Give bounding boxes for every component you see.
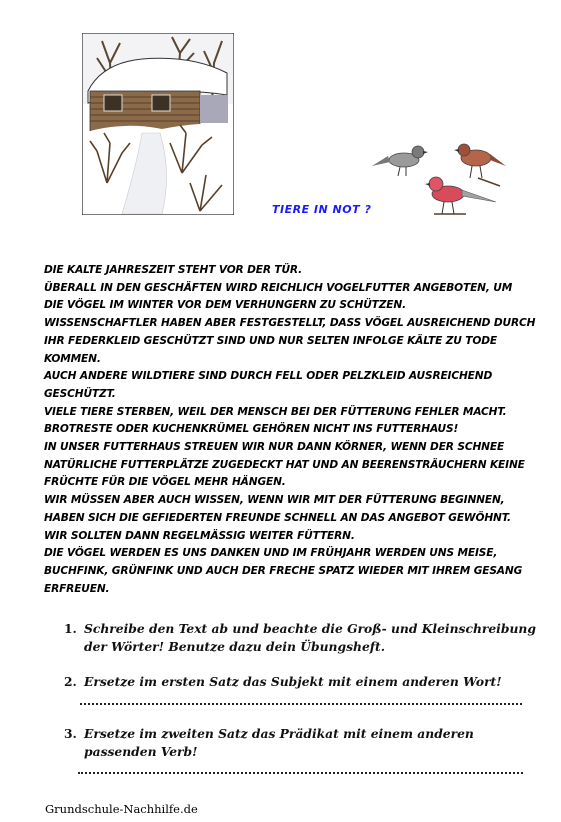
task-text: Ersetze im zweiten Satz das Prädikat mit einem anderen <box>84 726 474 741</box>
text-line: BUCHFINK, GRÜNFINK UND AUCH DER FRECHE SPATZ WIEDER MIT IHREM GESANG <box>44 564 523 577</box>
body-text <box>44 262 534 598</box>
text-line: KOMMEN. <box>44 352 101 365</box>
text-line: NATÜRLICHE FUTTERPLÄTZE ZUGEDECKT HAT UND AN BEERENSTRÄUCHERN KEINE <box>44 458 525 471</box>
task-number: 1. <box>64 621 77 636</box>
text-line: HABEN SICH DIE GEFIEDERTEN FREUNDE SCHNELL AN DAS ANGEBOT GEWÖHNT. <box>44 511 511 524</box>
task-item-3 <box>64 725 534 761</box>
birds-illustration <box>368 138 508 218</box>
red-bird-icon <box>425 177 496 214</box>
text-line: DIE KALTE JAHRESZEIT STEHT VOR DER TÜR. <box>44 264 302 276</box>
text-line: ERFREUEN. <box>44 582 110 595</box>
task-text: der Wörter! Benutze dazu dein Übungsheft. <box>84 639 386 654</box>
brown-bird-icon <box>454 144 506 186</box>
text-line: DIE VÖGEL WERDEN ES UNS DANKEN UND IM FRÜHJAHR WERDEN UNS MEISE, <box>44 547 498 560</box>
task-text: passenden Verb! <box>84 744 198 759</box>
grey-bird-icon <box>372 146 428 176</box>
task-number: 3. <box>64 726 77 741</box>
answer-line[interactable] <box>78 772 523 774</box>
footer-source: Grundschule-Nachhilfe.de <box>45 802 198 816</box>
page-title: TIERE IN NOT ? <box>272 203 372 216</box>
winter-house-illustration <box>82 33 234 215</box>
text-line: AUCH ANDERE WILDTIERE SIND DURCH FELL ODER PELZKLEID AUSREICHEND <box>44 370 493 383</box>
task-number: 2. <box>64 674 77 689</box>
task-item-2 <box>64 673 534 691</box>
text-line: WIR MÜSSEN ABER AUCH WISSEN, WENN WIR MIT DER FÜTTERUNG BEGINNEN, <box>44 494 505 507</box>
text-line: IHR FEDERKLEID GESCHÜTZT SIND UND NUR SELTEN INFOLGE KÄLTE ZU TODE <box>44 334 497 347</box>
text-line: WISSENSCHAFTLER HABEN ABER FESTGESTELLT, DASS VÖGEL AUSREICHEND DURCH <box>44 317 536 330</box>
text-line: GESCHÜTZT. <box>44 387 116 400</box>
text-line: DIE VÖGEL IM WINTER VOR DEM VERHUNGERN ZU SCHÜTZEN. <box>44 299 406 312</box>
text-line: FRÜCHTE FÜR DIE VÖGEL MEHR HÄNGEN. <box>44 476 286 489</box>
answer-line[interactable] <box>80 703 522 705</box>
task-item-1 <box>64 620 534 656</box>
task-text: Schreibe den Text ab und beachte die Groß- und Kleinschreibung <box>84 621 536 636</box>
text-line: ÜBERALL IN DEN GESCHÄFTEN WIRD REICHLICH VOGELFUTTER ANGEBOTEN, UM <box>44 281 513 294</box>
text-line: BROTRESTE ODER KUCHENKRÜMEL GEHÖREN NICHT INS FUTTERHAUS! <box>44 423 459 436</box>
task-text: Ersetze im ersten Satz das Subjekt mit einem anderen Wort! <box>84 674 502 689</box>
text-line: VIELE TIERE STERBEN, WEIL DER MENSCH BEI DER FÜTTERUNG FEHLER MACHT. <box>44 405 507 418</box>
text-line: IN UNSER FUTTERHAUS STREUEN WIR NUR DANN KÖRNER, WENN DER SCHNEE <box>44 441 505 454</box>
text-line: WIR SOLLTEN DANN REGELMÄSSIG WEITER FÜTTERN. <box>44 529 355 542</box>
